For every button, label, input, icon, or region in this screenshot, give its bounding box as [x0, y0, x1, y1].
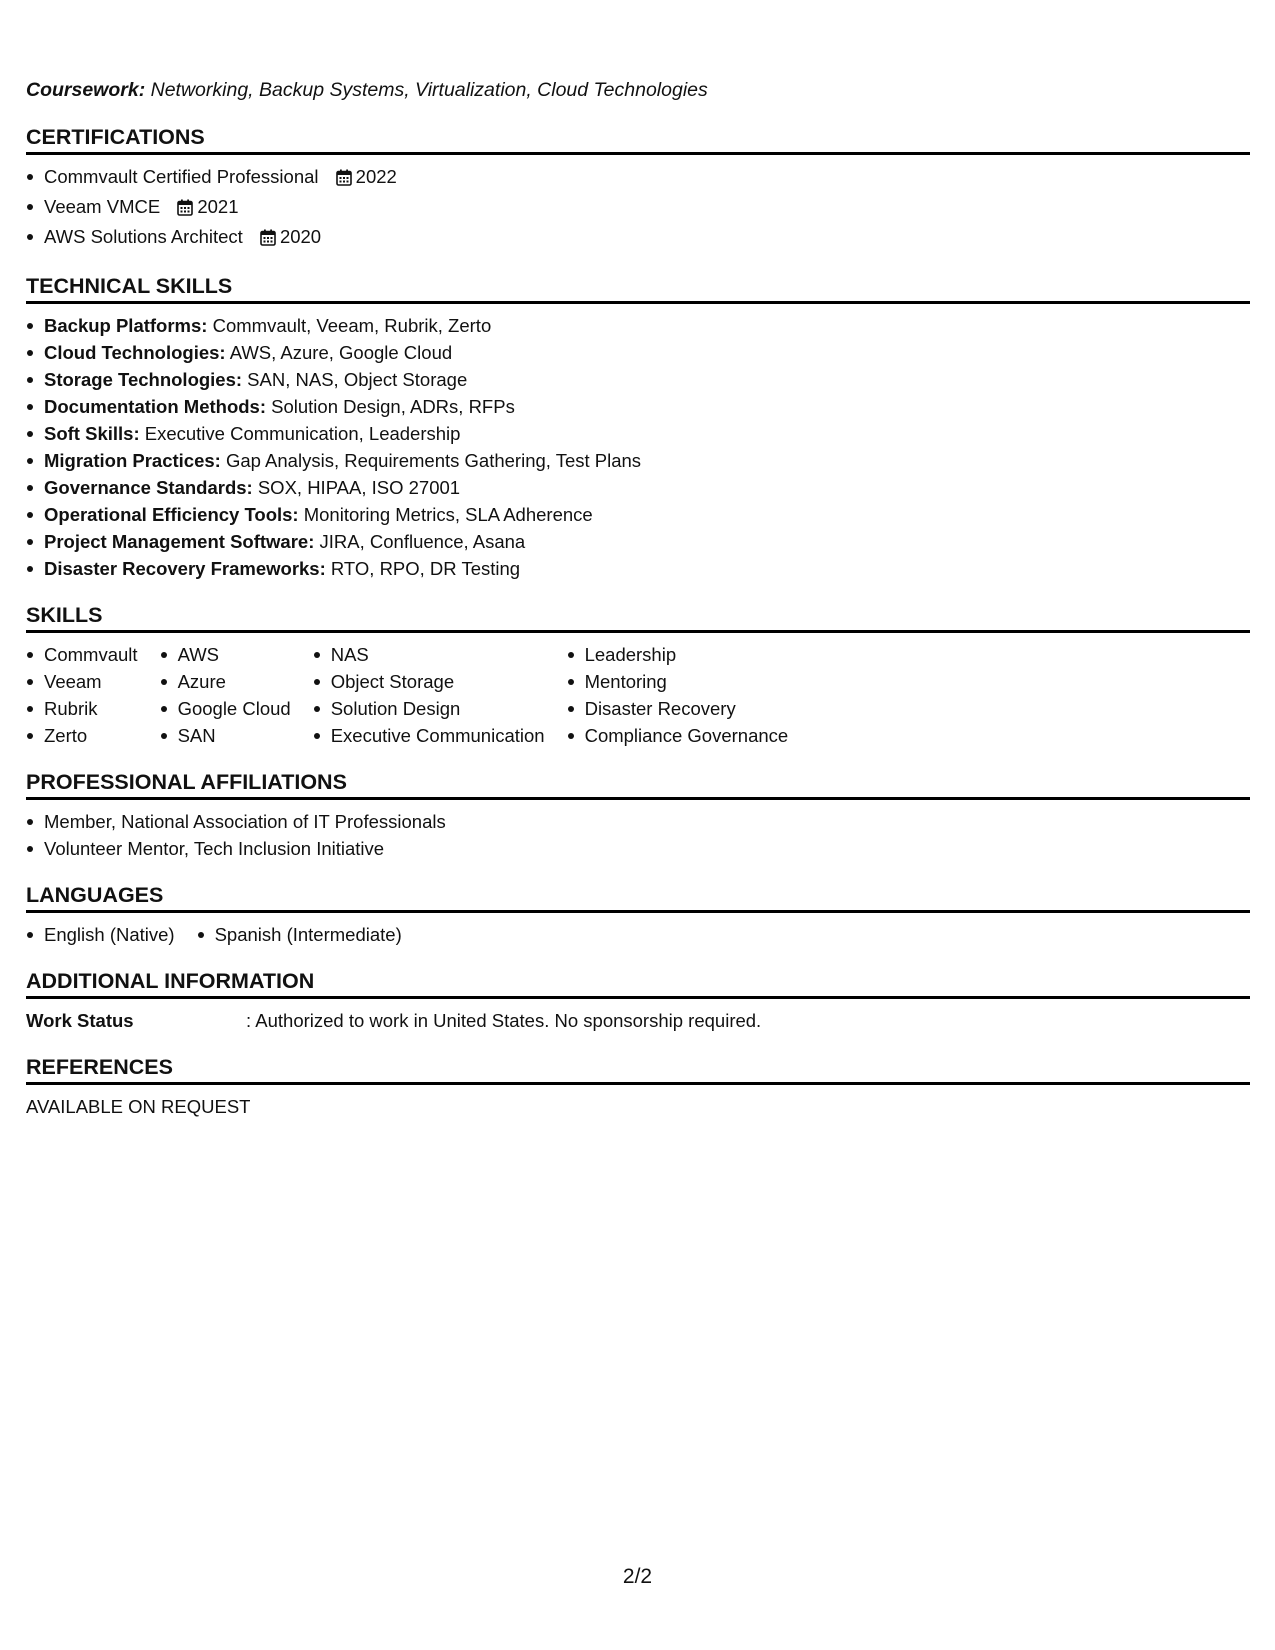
technical-skill-item	[26, 501, 1250, 528]
technical-skill-value: Monitoring Metrics, SLA Adherence	[298, 504, 593, 525]
technical-skill-value: SAN, NAS, Object Storage	[242, 369, 468, 390]
technical-skill-item	[26, 420, 1250, 447]
certifications-list	[26, 163, 1250, 253]
skills-title: SKILLS	[26, 603, 103, 627]
section-divider	[26, 301, 1250, 304]
skill-item: NAS	[313, 641, 545, 668]
technical-skill-value: Executive Communication, Leadership	[139, 423, 461, 444]
technical-skill-label: Backup Platforms:	[44, 315, 208, 336]
certification-year: 2021	[197, 196, 239, 217]
technical-skill-item	[26, 555, 1250, 582]
technical-skill-item	[26, 474, 1250, 501]
certifications-title: CERTIFICATIONS	[26, 125, 205, 149]
affiliation-item: Member, National Association of IT Professionals	[26, 808, 1250, 835]
skill-item: Google Cloud	[160, 695, 291, 722]
skill-item: Mentoring	[567, 668, 789, 695]
certification-year: 2022	[355, 166, 397, 187]
skills-grid	[26, 641, 1250, 749]
technical-skill-value: RTO, RPO, DR Testing	[325, 558, 521, 579]
skills-section	[26, 602, 1250, 749]
section-divider	[26, 1082, 1250, 1085]
skill-item: AWS	[160, 641, 291, 668]
section-divider	[26, 152, 1250, 155]
technical-skill-label: Disaster Recovery Frameworks:	[44, 558, 326, 579]
certification-name: AWS Solutions Architect	[44, 226, 243, 247]
skill-item: Compliance Governance	[567, 722, 789, 749]
skill-item: Veeam	[26, 668, 138, 695]
skill-item: Disaster Recovery	[567, 695, 789, 722]
technical-skill-value: SOX, HIPAA, ISO 27001	[252, 477, 461, 498]
technical-skill-item	[26, 312, 1250, 339]
languages-list	[26, 921, 1250, 948]
references-text: AVAILABLE ON REQUEST	[26, 1096, 251, 1117]
skill-item: Object Storage	[313, 668, 545, 695]
work-status-row	[26, 1007, 1250, 1034]
skill-item: Executive Communication	[313, 722, 545, 749]
technical-skill-value: Gap Analysis, Requirements Gathering, Test Plans	[220, 450, 642, 471]
coursework-label: Coursework:	[26, 79, 146, 101]
affiliations-section	[26, 769, 1250, 862]
technical-skill-item	[26, 366, 1250, 393]
section-divider	[26, 630, 1250, 633]
technical-skill-label: Migration Practices:	[44, 450, 221, 471]
skills-column	[26, 641, 138, 749]
technical-skill-item	[26, 447, 1250, 474]
references-section	[26, 1054, 1250, 1120]
technical-skills-section	[26, 273, 1250, 582]
work-status-label: Work Status	[26, 1010, 134, 1031]
technical-skill-value: Commvault, Veeam, Rubrik, Zerto	[207, 315, 492, 336]
certification-item	[26, 163, 1250, 193]
additional-info-section	[26, 968, 1250, 1034]
technical-skills-list	[26, 312, 1250, 582]
affiliations-title: PROFESSIONAL AFFILIATIONS	[26, 770, 347, 794]
certification-item	[26, 193, 1250, 223]
technical-skills-title: TECHNICAL SKILLS	[26, 274, 233, 298]
page-number: 2/2	[622, 1565, 653, 1588]
language-column	[26, 921, 175, 948]
certification-name: Veeam VMCE	[44, 196, 161, 217]
technical-skill-value: JIRA, Confluence, Asana	[314, 531, 526, 552]
section-divider	[26, 797, 1250, 800]
work-status-value: : Authorized to work in United States. No sponsorship required.	[246, 1010, 762, 1031]
skill-item: Rubrik	[26, 695, 138, 722]
coursework	[26, 76, 1250, 104]
skills-column	[313, 641, 545, 749]
technical-skill-label: Documentation Methods:	[44, 396, 266, 417]
technical-skill-value: Solution Design, ADRs, RFPs	[266, 396, 515, 417]
technical-skill-item	[26, 528, 1250, 555]
technical-skill-value: AWS, Azure, Google Cloud	[225, 342, 453, 363]
technical-skill-label: Project Management Software:	[44, 531, 315, 552]
calendar-icon	[177, 196, 193, 223]
coursework-value: Networking, Backup Systems, Virtualization, Cloud Technologies	[145, 79, 708, 101]
certification-item	[26, 223, 1250, 253]
technical-skill-label: Storage Technologies:	[44, 369, 243, 390]
technical-skill-label: Cloud Technologies:	[44, 342, 226, 363]
resume-page	[26, 76, 1250, 1120]
skill-item: Zerto	[26, 722, 138, 749]
calendar-icon	[336, 166, 352, 193]
technical-skill-item	[26, 393, 1250, 420]
technical-skill-label: Governance Standards:	[44, 477, 253, 498]
section-divider	[26, 910, 1250, 913]
calendar-icon	[260, 226, 276, 253]
skill-item: Commvault	[26, 641, 138, 668]
skills-column	[160, 641, 291, 749]
affiliation-item: Volunteer Mentor, Tech Inclusion Initiative	[26, 835, 1250, 862]
references-title: REFERENCES	[26, 1055, 173, 1079]
additional-info-title: ADDITIONAL INFORMATION	[26, 969, 315, 993]
certification-name: Commvault Certified Professional	[44, 166, 319, 187]
skill-item: Azure	[160, 668, 291, 695]
certification-year: 2020	[279, 226, 322, 247]
language-item: English (Native)	[26, 921, 175, 948]
languages-section	[26, 882, 1250, 948]
skill-item: Solution Design	[313, 695, 545, 722]
section-divider	[26, 996, 1250, 999]
skills-column	[567, 641, 789, 749]
technical-skill-label: Soft Skills:	[44, 423, 140, 444]
certifications-section	[26, 124, 1250, 253]
language-column	[197, 921, 402, 948]
affiliations-list	[26, 808, 1250, 862]
technical-skill-label: Operational Efficiency Tools:	[44, 504, 299, 525]
skill-item: Leadership	[567, 641, 789, 668]
technical-skill-item	[26, 339, 1250, 366]
languages-title: LANGUAGES	[26, 883, 164, 907]
skill-item: SAN	[160, 722, 291, 749]
language-item: Spanish (Intermediate)	[197, 921, 402, 948]
